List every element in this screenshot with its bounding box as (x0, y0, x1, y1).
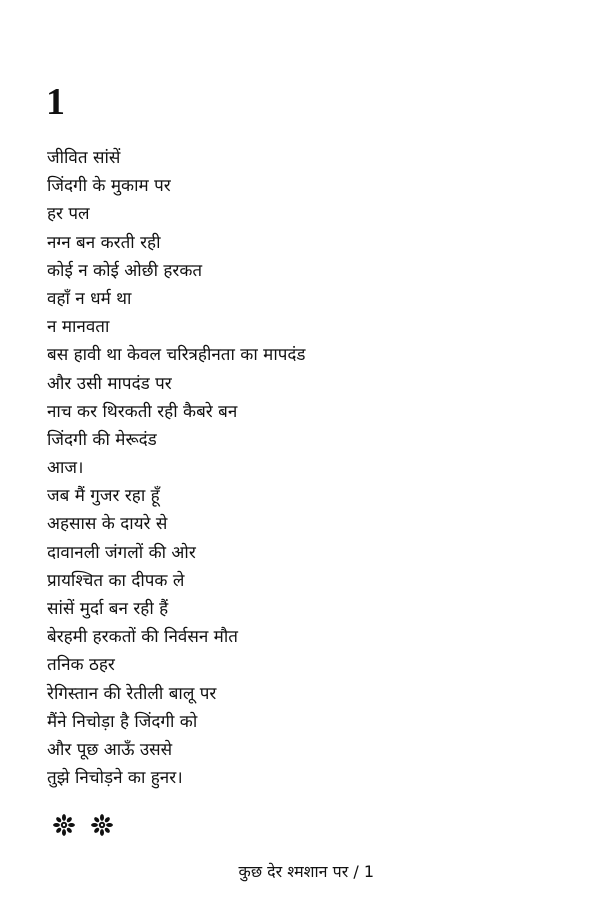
poem-line: कोई न कोई ओछी हरकत (47, 260, 203, 281)
poem-line: आज। (47, 458, 84, 479)
poem-line: अहसास के दायरे से (47, 514, 168, 535)
poem-line: नाच कर थिरकती रही कैबरे बन (47, 401, 238, 422)
flower-ornament-icon (90, 813, 114, 837)
poem-line: जिंदगी के मुकाम पर (47, 176, 171, 197)
poem-line: और उसी मापदंड पर (47, 373, 172, 394)
poem-body (47, 144, 306, 792)
poem-line: हर पल (47, 204, 90, 225)
poem-line: मैंने निचोड़ा है जिंदगी को (47, 711, 198, 732)
poem-line: सांसें मुर्दा बन रही हैं (47, 599, 169, 619)
poem-line: तुझे निचोड़ने का हुनर। (47, 768, 183, 789)
poem-line: जीवित सांसें (47, 148, 121, 168)
poem-line: और पूछ आऊँ उससे (47, 739, 173, 760)
poem-line: दावानली जंगलों की ओर (47, 542, 196, 563)
poem-line: रेगिस्तान की रेतीली बालू पर (47, 683, 217, 704)
poem-number: 1 (46, 81, 65, 123)
poem-line: जब मैं गुजर रहा हूँ (47, 486, 160, 507)
poem-line: प्रायश्चित का दीपक ले (47, 570, 185, 591)
poem-line: नग्न बन करती रही (47, 232, 161, 253)
poem-line: तनिक ठहर (47, 655, 115, 676)
page-footer: कुछ देर श्मशान पर / 1 (238, 862, 374, 881)
poem-line: न मानवता (47, 317, 110, 338)
poem-line: बेरहमी हरकतों की निर्वसन मौत (47, 627, 238, 648)
poem-line: जिंदगी की मेरूदंड (47, 429, 157, 450)
poem-line: वहाँ न धर्म था (47, 288, 132, 309)
poem-line: बस हावी था केवल चरित्रहीनता का मापदंड (47, 345, 306, 366)
flower-ornament-icon (52, 813, 76, 837)
section-ornaments (52, 813, 114, 837)
